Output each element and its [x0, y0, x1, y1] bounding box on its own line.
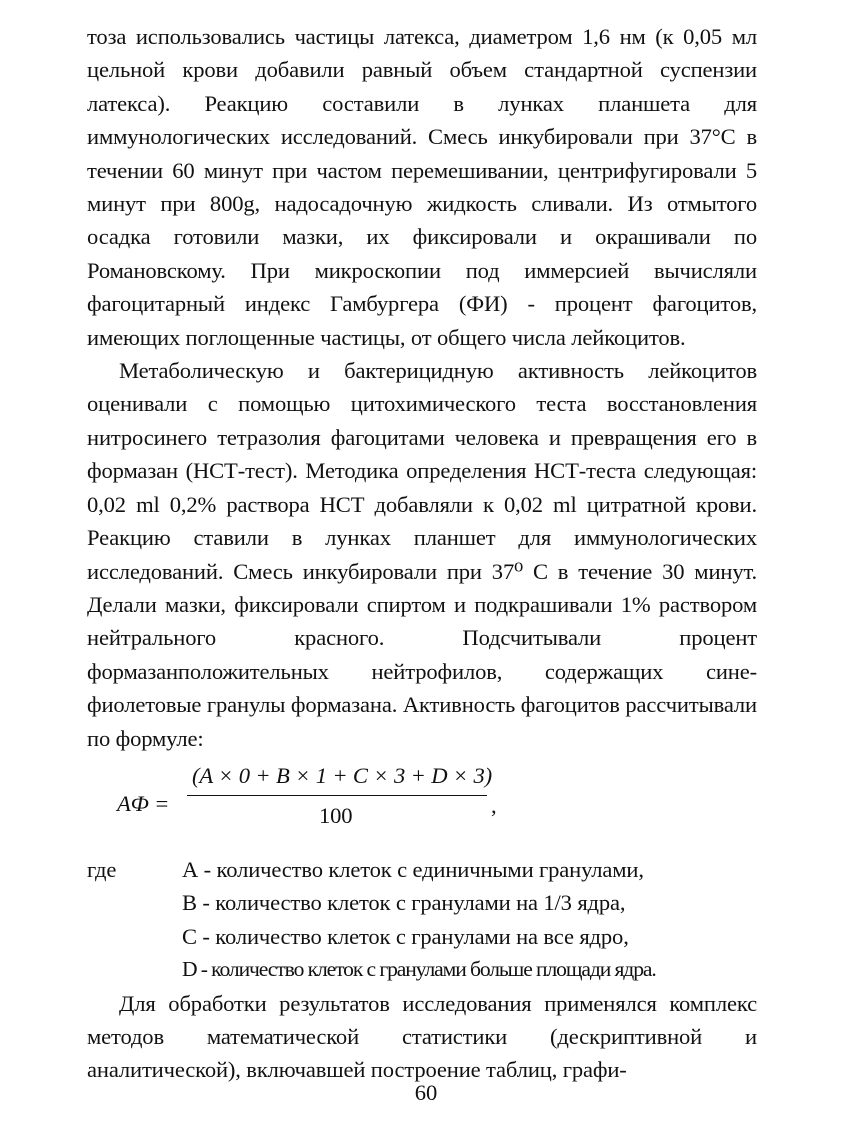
legend-row [87, 920, 757, 953]
legend-row [87, 886, 757, 919]
legend-item-b: В - количество клеток с гранулами на 1/3 ядра, [182, 890, 626, 916]
paragraph-3: Для обработки результатов исследования применялся комплекс методов математической статистики (дескриптивной и аналитической), включавшей построение таблиц, графи- [87, 990, 757, 1083]
page-number: 60 [414, 1080, 438, 1105]
formula-denominator: 100 [319, 802, 353, 828]
legend-item-a: А - количество клеток с единичными гранулами, [182, 856, 644, 882]
fraction-bar [187, 795, 487, 797]
legend-item-c: С - количество клеток с гранулами на все ядро, [182, 923, 629, 949]
paragraph-2: Метаболическую и бактерицидную активность лейкоцитов оценивали с помощью цитохимического теста восстановления нитросинего тетразолия фагоцитами человека и превращения его в формазан (НСТ-тест). Методика определения НСТ-теста следующая: 0,02 ml 0,2% раствора НСТ добавляли к 0,02 ml цитратной крови. Реакцию ставили в лунках планшет для иммунологических исследований. Смесь инкубировали при 37⁰ С в течение 30 минут. Делали мазки, фиксировали спиртом и подкрашивали 1% раствором нейтрального красного. Подсчитывали процент формазанположительных нейтрофилов, содержащих сине-фиолетовые гранулы формазана. Активность фагоцитов рассчитывали по формуле: [87, 358, 757, 751]
legend-row [87, 853, 757, 886]
paragraph-1: тоза использовались частицы латекса, диаметром 1,6 нм (к 0,05 мл цельной крови добавили равный объем стандартной суспензии латекса). Реакцию составили в лунках планшета для иммунологических исследований. Смесь инкубировали при 37°С в течении 60 минут при частом перемешивании, центрифугировали 5 минут при 800g, надосадочную жидкость сливали. Из отмытого осадка готовили мазки, их фиксировали и окрашивали по Романовскому. При микроскопии под иммерсией вычисляли фагоцитарный индекс Гамбургера (ФИ) - процент фагоцитов, имеющих поглощенные частицы, от общего числа лейкоцитов. [87, 24, 757, 350]
legend-item-d: D - количество клеток с гранулами больше площади ядра. [182, 957, 656, 982]
formula-legend [87, 853, 757, 987]
formula-numerator: (A × 0 + B × 1 + C × 3 + D × 3) [192, 762, 492, 788]
formula-lhs: AФ = [117, 790, 170, 816]
formula-comma: , [491, 792, 497, 818]
page-body [87, 20, 757, 1087]
legend-intro: где [87, 856, 117, 882]
formula [87, 759, 757, 847]
legend-row [87, 953, 757, 986]
